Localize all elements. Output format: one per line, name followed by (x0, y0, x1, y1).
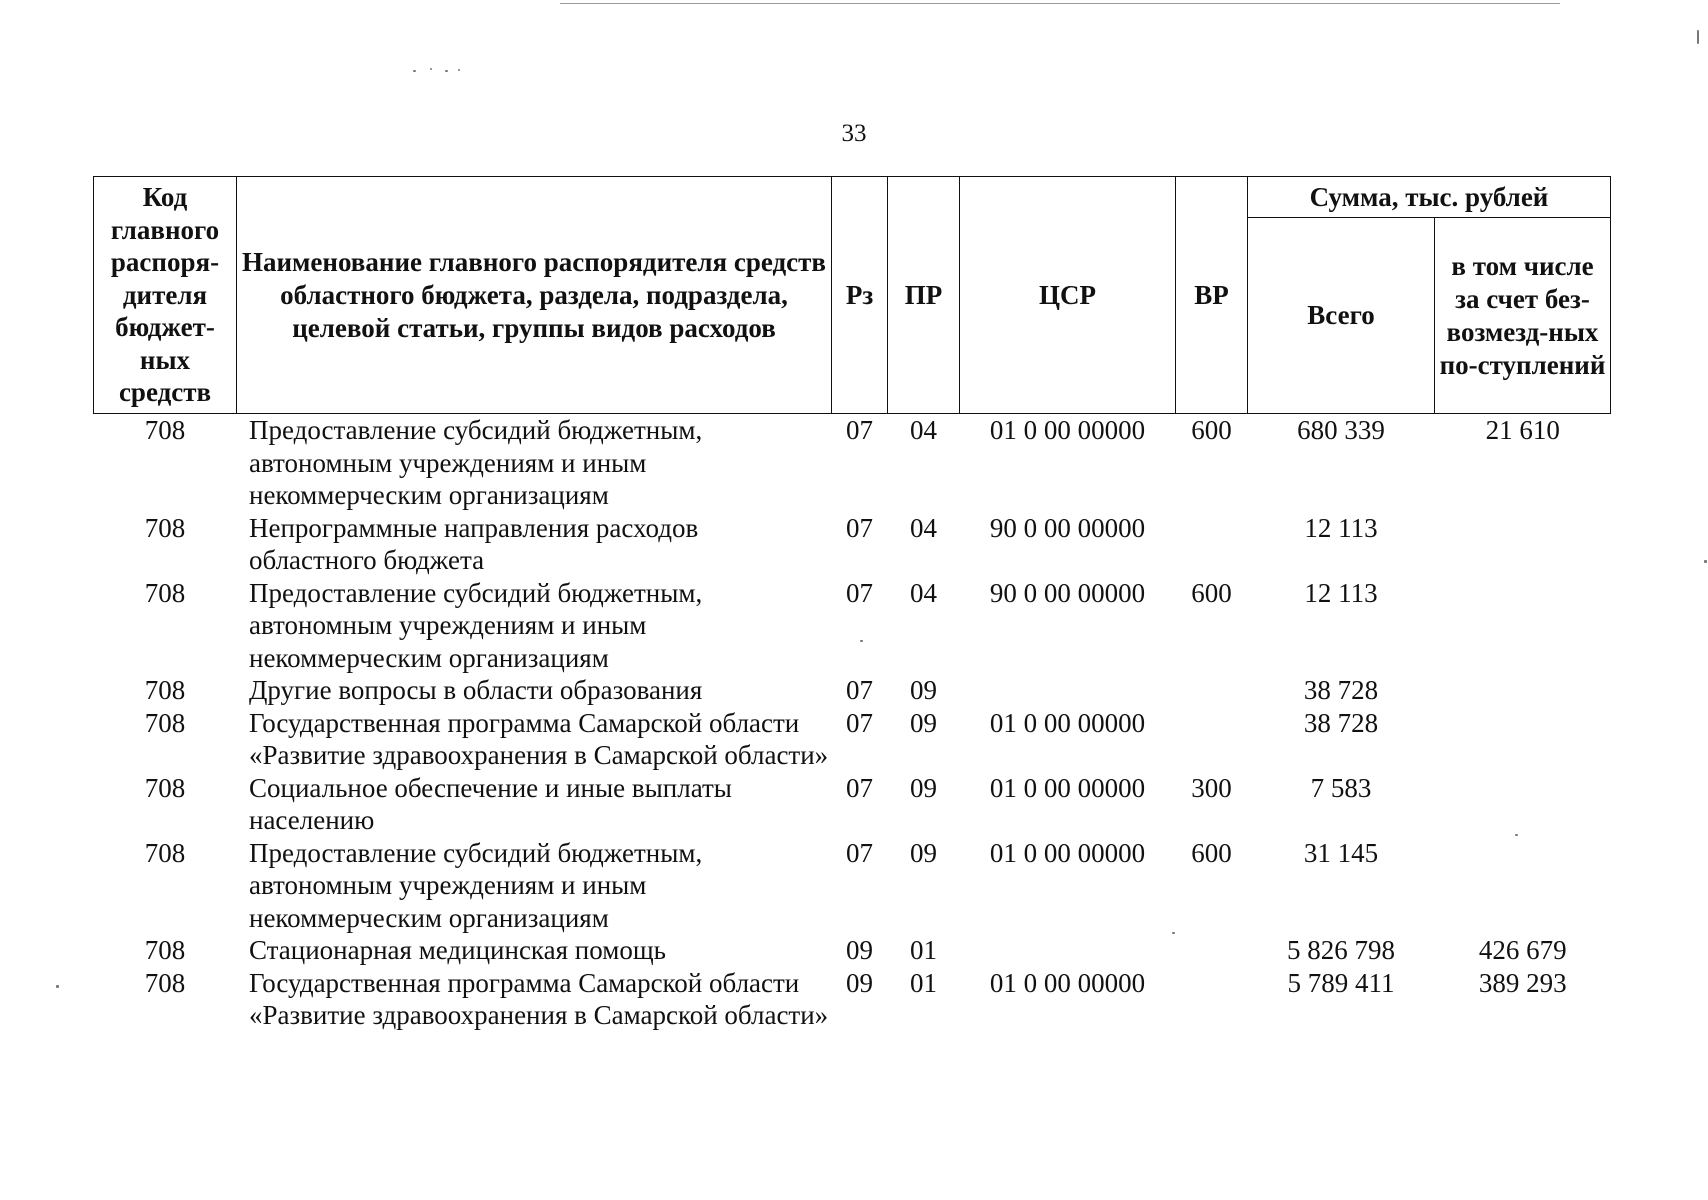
cell-csr: 90 0 00 00000 (989, 577, 1146, 608)
cell-code: 708 (144, 415, 186, 445)
table-body (94, 414, 1611, 1032)
cell-pr: 09 (910, 772, 937, 803)
header-sum-group: Сумма, тыс. рублей (1248, 177, 1611, 218)
cell-vr (1176, 967, 1248, 1032)
cell-free (1435, 577, 1611, 675)
scan-speck (445, 70, 448, 72)
cell-name: Предоставление субсидий бюджетным, автономным учреждениям и иным некоммерческим организациям (249, 577, 703, 673)
cell-rz: 09 (846, 935, 873, 965)
cell-total: 7 583 (1310, 772, 1372, 803)
header-csr: ЦСР (960, 177, 1176, 414)
cell-name: Стационарная медицинская помощь (249, 935, 666, 965)
header-code: Код главного распоря-дителя бюджет-ных средств (94, 177, 237, 414)
cell-total: 5 826 798 (1287, 935, 1395, 965)
table-row (94, 707, 1611, 772)
cell-name: Государственная программа Самарской области «Развитие здравоохранения в Самарской области» (249, 707, 829, 770)
cell-code: 708 (144, 772, 186, 803)
cell-free (1435, 707, 1611, 772)
table-header (94, 177, 1611, 414)
cell-code: 708 (144, 707, 186, 738)
scan-speck (860, 640, 863, 642)
cell-vr (1176, 674, 1248, 707)
cell-total: 38 728 (1303, 707, 1379, 738)
cell-total: 31 145 (1303, 837, 1379, 868)
header-rz: Рз (832, 177, 888, 414)
table-row (94, 967, 1611, 1032)
cell-free: 21 610 (1485, 415, 1560, 445)
scan-speck (1172, 932, 1175, 934)
scan-edge-line (560, 3, 1560, 4)
table-row (94, 772, 1611, 837)
cell-free (1435, 837, 1611, 935)
cell-code: 708 (144, 675, 186, 705)
cell-vr: 600 (1191, 577, 1232, 608)
header-free: в том числе за счет без-возмезд-ных по-ступлений (1435, 218, 1611, 414)
table-row (94, 577, 1611, 675)
cell-name: Предоставление субсидий бюджетным, автономным учреждениям и иным некоммерческим организациям (249, 415, 703, 510)
table-row (94, 934, 1611, 967)
page-number: 33 (841, 120, 867, 147)
cell-rz: 07 (846, 837, 873, 868)
cell-pr: 09 (910, 837, 937, 868)
cell-csr: 01 0 00 00000 (989, 967, 1146, 998)
table-row (94, 837, 1611, 935)
table-row (94, 414, 1611, 512)
cell-name: Другие вопросы в области образования (249, 675, 703, 705)
scan-speck (458, 69, 460, 71)
cell-rz: 07 (846, 512, 873, 543)
budget-table (93, 176, 1611, 1032)
scan-speck (56, 985, 59, 988)
cell-csr: 01 0 00 00000 (989, 707, 1146, 738)
cell-csr (960, 674, 1176, 707)
header-vr: ВР (1176, 177, 1248, 414)
scan-speck (1697, 30, 1699, 44)
cell-pr: 04 (910, 415, 937, 445)
cell-vr (1176, 707, 1248, 772)
cell-total: 5 789 411 (1287, 967, 1395, 998)
cell-rz: 07 (846, 415, 873, 445)
cell-code: 708 (144, 837, 186, 868)
cell-csr: 01 0 00 00000 (989, 837, 1146, 868)
cell-csr (960, 934, 1176, 967)
cell-rz: 07 (846, 675, 873, 705)
header-pr: ПР (888, 177, 960, 414)
cell-rz: 07 (846, 707, 873, 738)
cell-pr: 01 (910, 967, 937, 998)
scan-speck (1515, 834, 1518, 836)
table-row (94, 674, 1611, 707)
cell-pr: 04 (910, 512, 937, 543)
cell-pr: 04 (910, 577, 937, 608)
scan-speck (1704, 560, 1707, 563)
cell-pr: 09 (910, 707, 937, 738)
cell-rz: 07 (846, 577, 873, 608)
cell-pr: 09 (910, 675, 937, 705)
cell-free (1435, 512, 1611, 577)
cell-csr: 01 0 00 00000 (989, 415, 1146, 445)
cell-csr: 01 0 00 00000 (989, 772, 1146, 803)
table-row (94, 512, 1611, 577)
scan-speck (430, 68, 432, 70)
cell-name: Социальное обеспечение и иные выплаты населению (249, 772, 732, 835)
cell-free: 426 679 (1478, 935, 1567, 965)
cell-code: 708 (144, 512, 186, 543)
header-row-top (94, 177, 1611, 218)
cell-total: 12 113 (1304, 577, 1378, 608)
cell-free (1435, 674, 1611, 707)
cell-code: 708 (144, 577, 186, 608)
cell-rz: 07 (846, 772, 873, 803)
header-name: Наименование главного распорядителя средств областного бюджета, раздела, подраздела, целевой статьи, группы видов расходов (237, 177, 832, 414)
cell-code: 708 (144, 935, 186, 965)
cell-free: 389 293 (1478, 967, 1567, 998)
cell-vr (1176, 512, 1248, 577)
cell-vr: 600 (1191, 415, 1232, 445)
cell-rz: 09 (846, 967, 873, 998)
cell-name: Предоставление субсидий бюджетным, автономным учреждениям и иным некоммерческим организациям (249, 837, 703, 933)
header-total: Всего (1248, 218, 1435, 414)
cell-vr (1176, 934, 1248, 967)
cell-pr: 01 (910, 935, 937, 965)
cell-total: 680 339 (1297, 415, 1385, 445)
cell-total: 38 728 (1303, 675, 1379, 705)
cell-total: 12 113 (1304, 512, 1378, 543)
cell-name: Государственная программа Самарской области «Развитие здравоохранения в Самарской области» (249, 967, 829, 1030)
cell-free (1435, 772, 1611, 837)
cell-vr: 300 (1191, 772, 1232, 803)
cell-vr: 600 (1191, 837, 1232, 868)
cell-code: 708 (144, 967, 186, 998)
cell-name: Непрограммные направления расходов областного бюджета (249, 512, 699, 575)
scan-speck (413, 70, 416, 72)
cell-csr: 90 0 00 00000 (989, 512, 1146, 543)
